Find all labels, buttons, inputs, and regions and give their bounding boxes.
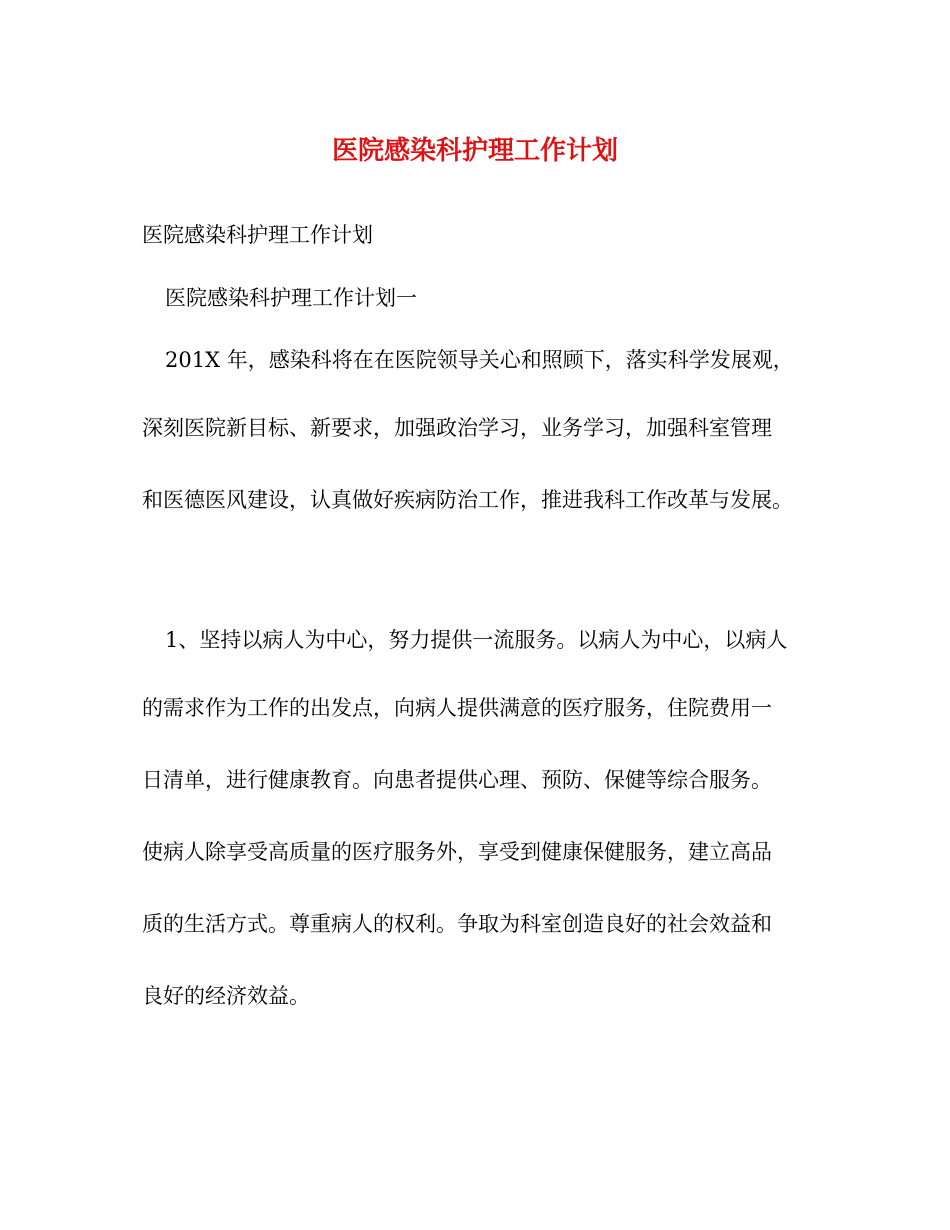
- paragraph-line: 201X 年，感染科将在在医院领导关心和照顾下，落实科学发展观，: [165, 348, 794, 372]
- paragraph-line: 日清单，进行健康教育。向患者提供心理、预防、保健等综合服务。: [142, 768, 772, 792]
- paragraph-line: 深刻医院新目标、新要求，加强政治学习，业务学习，加强科室管理: [142, 416, 772, 440]
- paragraph-line: 的需求作为工作的出发点，向病人提供满意的医疗服务，住院费用一: [142, 696, 772, 720]
- paragraph-line: 和医德医风建设，认真做好疾病防治工作，推进我科工作改革与发展。: [142, 488, 793, 512]
- document-subtitle: 医院感染科护理工作计划: [142, 223, 373, 247]
- paragraph-line: 使病人除享受高质量的医疗服务外，享受到健康保健服务，建立高品: [142, 840, 772, 864]
- paragraph-line: 良好的经济效益。: [142, 984, 310, 1008]
- paragraph-line: 1、坚持以病人为中心，努力提供一流服务。以病人为中心，以病人: [165, 628, 788, 652]
- page-title: 医院感染科护理工作计划: [331, 136, 618, 166]
- section-heading: 医院感染科护理工作计划一: [165, 286, 417, 310]
- paragraph-line: 质的生活方式。尊重病人的权利。争取为科室创造良好的社会效益和: [142, 912, 772, 936]
